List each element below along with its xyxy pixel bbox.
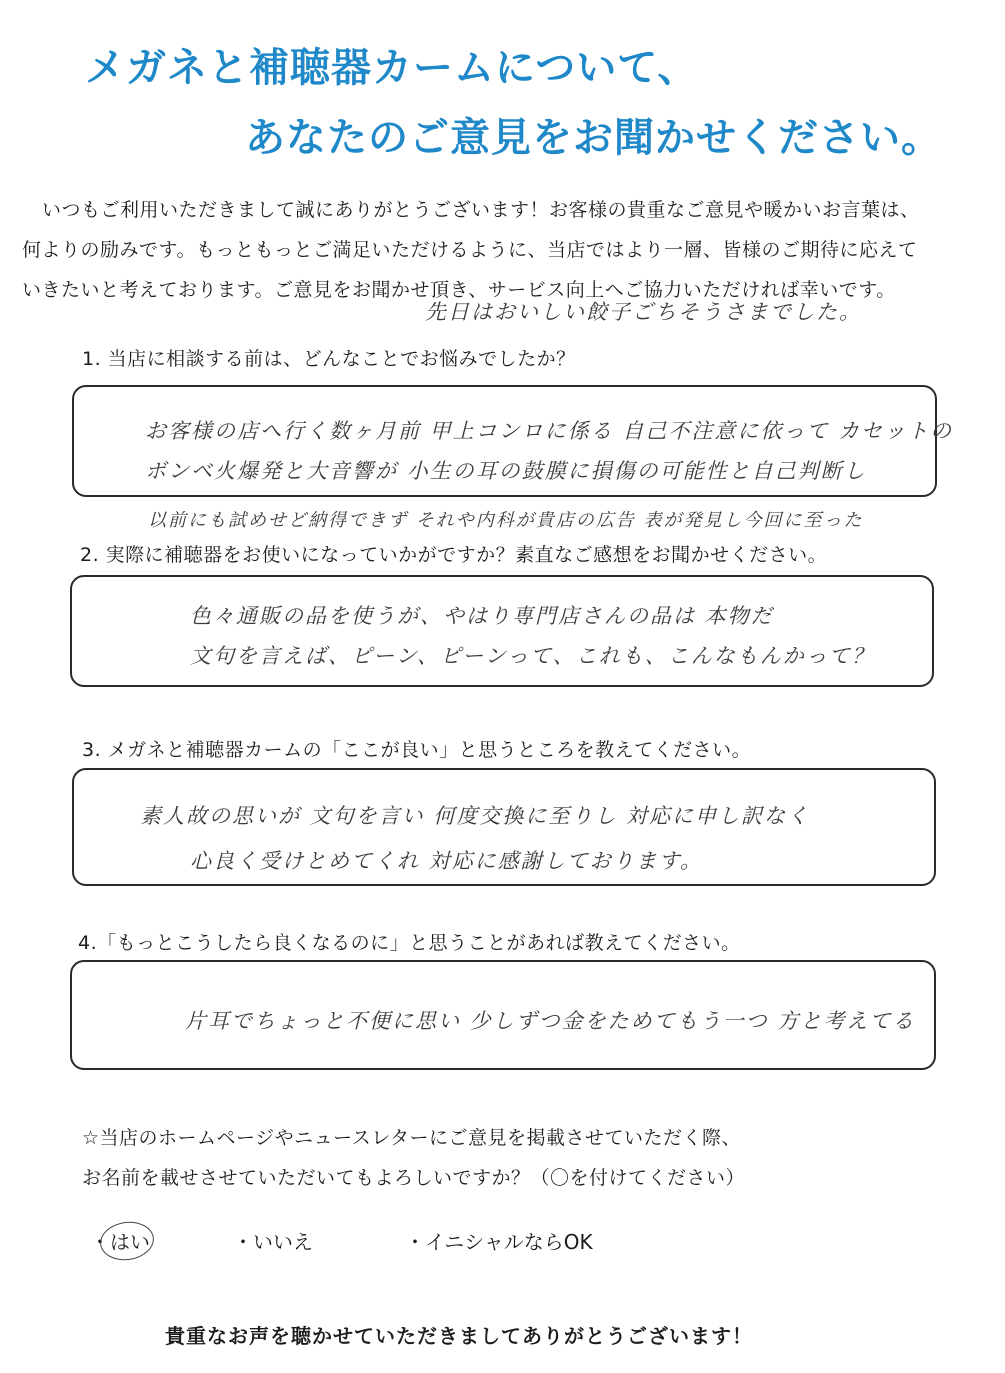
page-title-line2: あなたのご意見をお聞かせください。 [245,115,942,161]
answer-3-line: 心良く受けとめてくれ 対応に感謝しております。 [190,849,703,873]
option-yes[interactable]: ・はい [90,1230,150,1254]
answer-box-2 [70,575,934,687]
footer-thanks: 貴重なお声を聴かせていただきましてありがとうございます！ [165,1324,753,1348]
question-3-label: 3. メガネと補聴器カームの「ここが良い」と思うところを教えてください。 [82,739,752,761]
answer-1-line: ボンベ火爆発と大音響が 小生の耳の鼓膜に損傷の可能性と自己判断し [145,459,867,483]
answer-2-line: 文句を言えば、ピーン、ピーンって、これも、こんなもんかって？ [190,644,875,668]
answer-2-line: 色々通販の品を使うが、やはり専門店さんの品は 本物だ [190,604,774,628]
intro-line: いきたいと考えております。ご意見をお聞かせ頂き、サービス向上へご協力いただければ幸いです。 [22,279,896,301]
option-initials-ok[interactable]: ・イニシャルならOK [405,1230,593,1254]
question-1-label: 1. 当店に相談する前は、どんなことでお悩みでしたか？ [82,348,576,370]
consent-question [82,1118,745,1198]
question-2-label: 2. 実際に補聴器をお使いになっていかがですか？素直なご感想をお聞かせください。 [80,544,828,566]
consent-line: お名前を載せさせていただいてもよろしいですか？（〇を付けてください） [82,1167,746,1189]
intro-text [22,190,997,310]
page-title-line1: メガネと補聴器カームについて、 [85,45,699,91]
answer-4-line: 片耳でちょっと不便に思い 少しずつ金をためてもう一つ 方と考えてる [185,1009,916,1033]
question-4-label: 4.「もっとこうしたら良くなるのに」と思うことがあれば教えてください。 [78,932,741,954]
answer-1-line: お客様の店へ行く数ヶ月前 甲上コンロに係る 自己不注意に依って カセットの [145,419,954,443]
answer-1-line: 以前にも試めせど納得できず それや内科が貴店の広告 表が発見し今回に至った [148,510,864,531]
answer-3-line: 素人故の思いが 文句を言い 何度交換に至りし 対応に申し訳なく [140,804,811,828]
consent-line: ☆当店のホームページやニュースレターにご意見を掲載させていただく際、 [82,1127,741,1149]
option-no[interactable]: ・いいえ [233,1230,313,1254]
handwritten-note: 先日はおいしい餃子ごちそうさまでした。 [425,300,862,324]
intro-line: いつもご利用いただきまして誠にありがとうございます！お客様の貴重なご意見や暖かいお言葉は、 [42,199,920,221]
intro-line: 何よりの励みです。もっともっとご満足いただけるように、当店ではより一層、皆様のご期待に応えて [22,239,918,261]
